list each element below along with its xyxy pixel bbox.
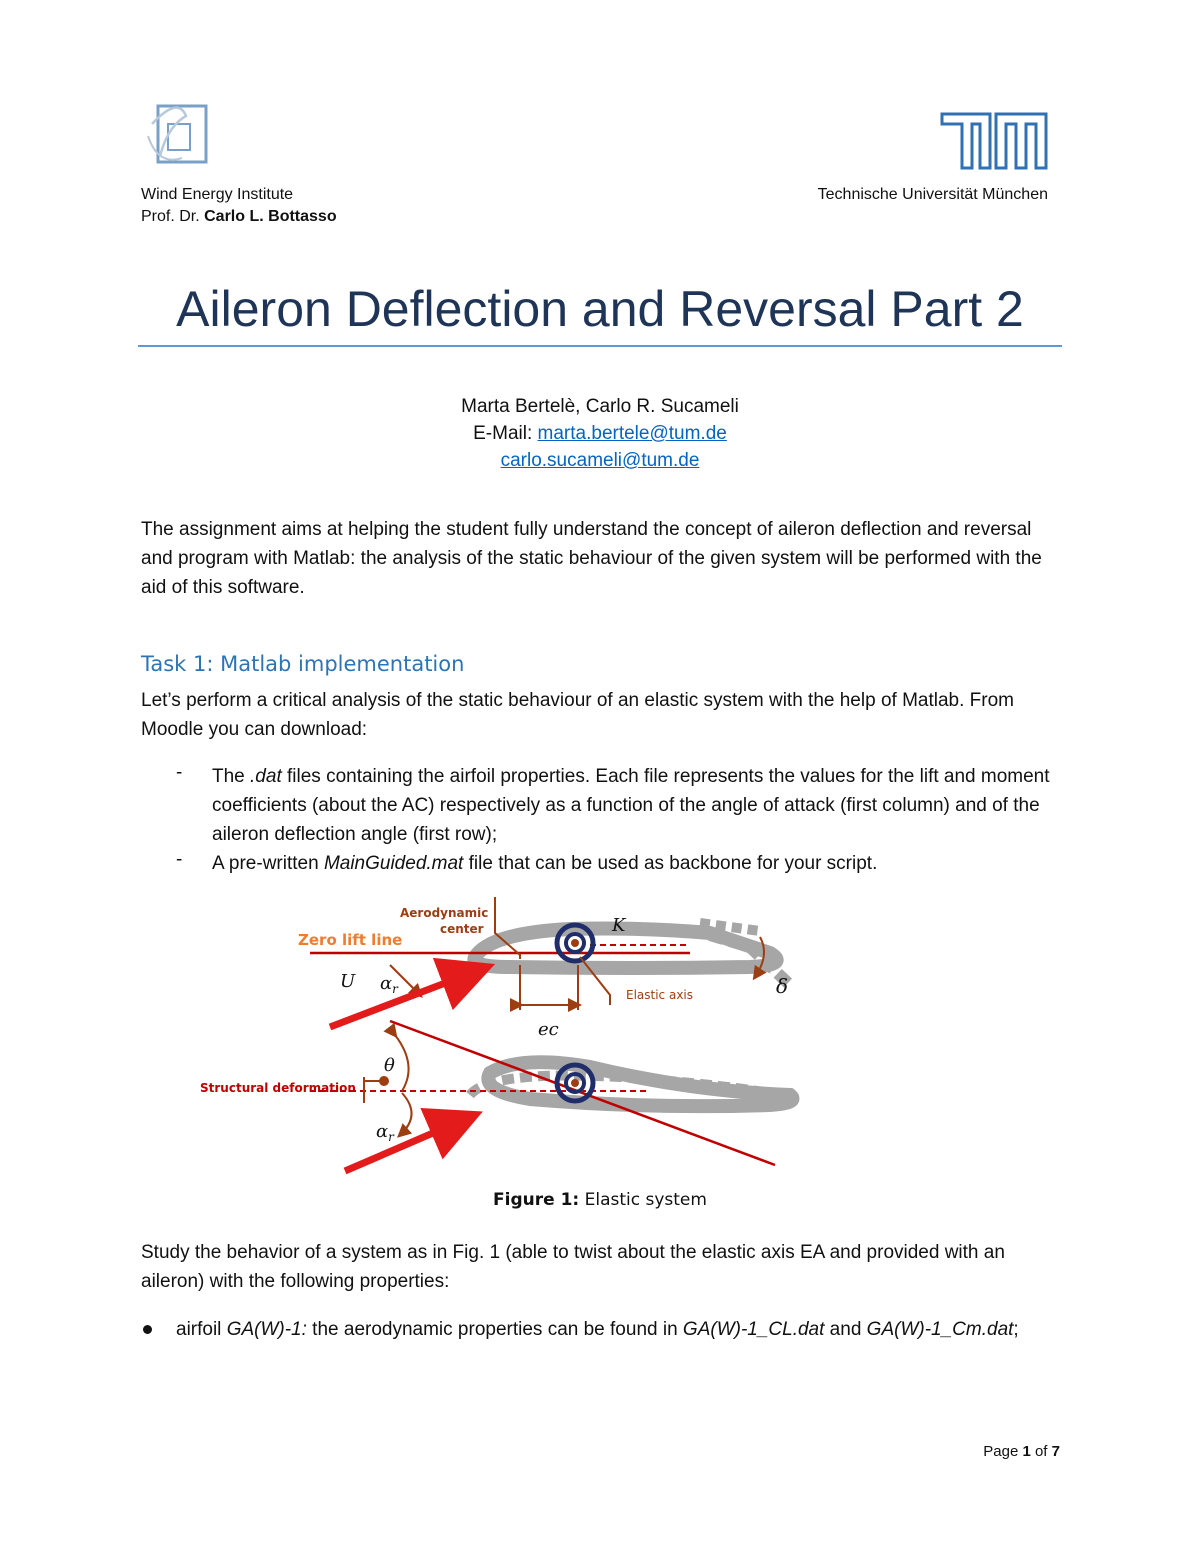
bullet-2-pre: A pre-written xyxy=(212,853,324,874)
title-underline xyxy=(138,345,1062,347)
bullet-1-pre: The xyxy=(212,766,251,787)
label-theta: θ xyxy=(384,1055,395,1076)
label-ec: ec xyxy=(538,1019,559,1040)
airfoil-mid: the aerodynamic properties can be found in xyxy=(306,1319,683,1340)
bullet-dot xyxy=(143,1325,152,1334)
task1-heading: Task 1: Matlab implementation xyxy=(141,652,465,676)
author-names: Marta Bertelè, Carlo R. Sucameli xyxy=(461,396,739,417)
page-current: 1 xyxy=(1022,1443,1031,1460)
label-alpha-bottom: $\alpha_r$ xyxy=(376,1121,394,1144)
aero-center-marker xyxy=(495,897,520,959)
authors-block xyxy=(0,393,1200,474)
page-title: Aileron Deflection and Reversal Part 2 xyxy=(176,281,1024,337)
airfoil-end: ; xyxy=(1013,1319,1019,1340)
bullet-2-post: file that can be used as backbone for your script. xyxy=(463,853,878,874)
label-elastic-axis: Elastic axis xyxy=(626,988,694,1002)
tum-logo xyxy=(940,112,1048,170)
caption-label: Figure 1: xyxy=(493,1190,580,1210)
email-link-2[interactable]: carlo.sucameli@tum.de xyxy=(500,450,700,471)
study-paragraph: Study the behavior of a system as in Fig. 1 (able to twist about the elastic axis EA and provided with an aileron) with the following properties: xyxy=(141,1242,1005,1292)
label-k: K xyxy=(612,915,626,936)
page-number xyxy=(983,1443,1060,1460)
label-alpha-top: $\alpha_r$ xyxy=(380,973,398,996)
bullet-1-em: .dat xyxy=(250,766,282,787)
file-cm: GA(W)-1_Cm.dat xyxy=(866,1319,1014,1340)
header-left xyxy=(141,184,337,228)
bullet-item-2 xyxy=(212,849,1062,878)
page-label: Page xyxy=(983,1443,1023,1460)
label-delta: δ xyxy=(776,974,789,998)
page-of: of xyxy=(1030,1443,1052,1460)
label-aero-center-2: center xyxy=(440,922,484,936)
intro-paragraph: The assignment aims at helping the student fully understand the concept of aileron deflection and reversal and program with Matlab: the analysis of the static behaviour of the given system will be performed with the aid of this software. xyxy=(141,519,1042,598)
professor-line xyxy=(141,206,337,228)
label-aero-center-1: Aerodynamic xyxy=(400,906,489,920)
label-structural: Structural deformation xyxy=(200,1081,356,1095)
label-u: U xyxy=(340,971,356,992)
label-zero-lift: Zero lift line xyxy=(298,931,403,949)
airfoil-name: GA(W)-1: xyxy=(226,1319,307,1340)
theta-arrow xyxy=(395,1035,409,1091)
bullet-dash-2: - xyxy=(176,849,183,870)
bullet-2-em: MainGuided.mat xyxy=(323,853,464,874)
page-total: 7 xyxy=(1051,1443,1060,1460)
wind-energy-institute-logo xyxy=(138,96,212,172)
task1-text: Let’s perform a critical analysis of the static behaviour of an elastic system with the help of Matlab. From Moodle you can download: xyxy=(141,690,1014,740)
file-cl: GA(W)-1_CL.dat xyxy=(682,1319,825,1340)
university-name: Technische Universität München xyxy=(817,186,1048,203)
elastic-system-figure xyxy=(190,895,820,1185)
bullet-1-post: files containing the airfoil properties. Each file represents the values for the lift and moment coefficients (about the AC) respectively as a function of the angle of attack (first column) and of the aileron deflection angle (first row); xyxy=(212,766,1050,845)
airfoil-pre: airfoil xyxy=(176,1319,227,1340)
airfoil-top xyxy=(474,929,776,969)
bullet-item-1 xyxy=(212,762,1062,849)
email-label: E-Mail: xyxy=(473,423,538,444)
email-line-2 xyxy=(0,447,1200,474)
email-line xyxy=(0,420,1200,447)
alpha-arrow-bottom xyxy=(400,1093,412,1135)
email-link-1[interactable]: marta.bertele@tum.de xyxy=(537,423,727,444)
institute-name: Wind Energy Institute xyxy=(141,186,294,203)
airfoil-bullet xyxy=(176,1315,1056,1344)
prof-prefix: Prof. Dr. xyxy=(141,208,205,225)
caption-text: Elastic system xyxy=(579,1190,707,1210)
prof-name: Carlo L. Bottasso xyxy=(204,208,337,225)
airfoil-and: and xyxy=(824,1319,867,1340)
bullet-dash-1: - xyxy=(176,762,183,783)
airfoil-bottom xyxy=(488,1062,792,1106)
figure-caption xyxy=(0,1190,1200,1210)
